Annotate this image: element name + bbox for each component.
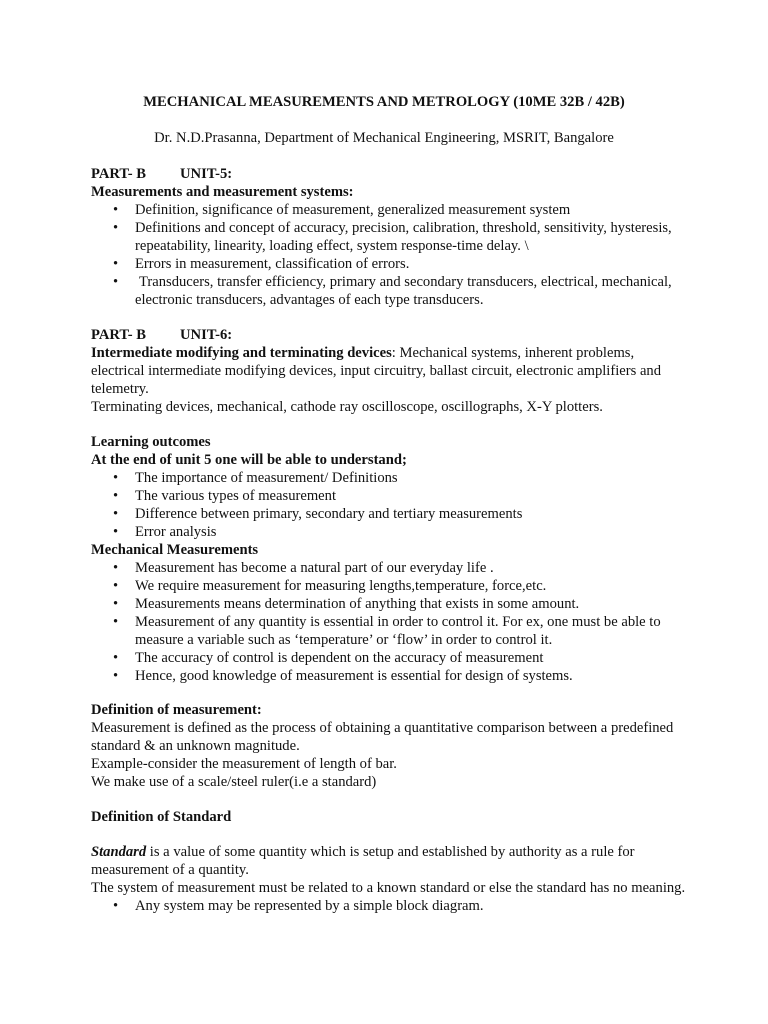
learning-heading: Learning outcomes [91, 434, 211, 450]
author-line: Dr. N.D.Prasanna, Department of Mechanical Engineering, MSRIT, Bangalore [154, 130, 614, 146]
bullet-icon: • [113, 650, 119, 666]
learning-section [91, 433, 691, 685]
standard-paragraph [91, 843, 691, 879]
bullet-icon: • [113, 506, 119, 522]
bullet-icon: • [113, 202, 119, 218]
learning-list [91, 469, 691, 541]
standard-list [91, 897, 691, 915]
unit6-section [91, 326, 691, 416]
bullet-icon: • [113, 274, 119, 290]
unit5-heading: Measurements and measurement systems: [91, 184, 354, 200]
list-item: • Measurement of any quantity is essential in order to control it. For ex, one must be able to measure a variable such as ‘temperature’ or ‘flow’ in order to control it. [113, 614, 661, 648]
unit5-part-label: PART- B [91, 166, 147, 182]
document-title: MECHANICAL MEASUREMENTS AND METROLOGY (10ME 32B / 42B) [143, 94, 625, 110]
unit6-heading: Intermediate modifying and terminating devices [91, 345, 392, 361]
definition-heading: Definition of measurement: [91, 702, 262, 718]
bullet-icon: • [113, 220, 119, 236]
unit6-text: : Mechanical systems, inherent problems, electrical intermediate modifying devices, input circuitry, ballast circuit, electronic amplifiers and telemetry. [91, 345, 662, 397]
list-item: • Transducers, transfer efficiency, primary and secondary transducers, electrical, mechanical, electronic transducers, advantages of each type transducers. [113, 274, 672, 308]
standard-term: Standard [91, 844, 147, 860]
mechanical-list [91, 559, 691, 685]
list-item: • The importance of measurement/ Definitions [113, 470, 398, 486]
list-item: • The accuracy of control is dependent on the accuracy of measurement [113, 650, 544, 666]
standard-heading-block [91, 808, 691, 826]
bullet-icon: • [113, 560, 119, 576]
bullet-icon: • [113, 470, 119, 486]
unit6-paragraph [91, 344, 691, 398]
unit5-list [91, 201, 691, 309]
definition-line3: We make use of a scale/steel ruler(i.e a standard) [91, 774, 377, 790]
standard-section [91, 843, 691, 915]
list-item: • Measurement has become a natural part of our everyday life . [113, 560, 494, 576]
unit5-part-line [91, 165, 691, 183]
list-item: • Error analysis [113, 524, 217, 540]
bullet-icon: • [113, 488, 119, 504]
bullet-icon: • [113, 898, 119, 914]
list-item: • We require measurement for measuring lengths,temperature, force,etc. [113, 578, 547, 594]
list-item: • The various types of measurement [113, 488, 337, 504]
definition-line2: Example-consider the measurement of length of bar. [91, 756, 397, 772]
unit6-text2: Terminating devices, mechanical, cathode ray oscilloscope, oscillographs, X-Y plotters. [91, 399, 603, 415]
standard-text: is a value of some quantity which is setup and established by authority as a rule for measurement of a quantity. [91, 844, 635, 878]
standard-heading: Definition of Standard [91, 809, 232, 825]
bullet-icon: • [113, 578, 119, 594]
mechanical-heading: Mechanical Measurements [91, 542, 259, 558]
standard-text2: The system of measurement must be related to a known standard or else the standard has no meaning. [91, 880, 686, 896]
learning-subheading: At the end of unit 5 one will be able to understand; [91, 452, 407, 468]
unit6-unit-label: UNIT-6: [180, 327, 233, 343]
bullet-icon: • [113, 596, 119, 612]
list-item: • Any system may be represented by a simple block diagram. [113, 898, 484, 914]
list-item: • Measurements means determination of anything that exists in some amount. [113, 596, 580, 612]
unit6-part-label: PART- B [91, 327, 147, 343]
list-item: • Errors in measurement, classification of errors. [113, 256, 410, 272]
bullet-icon: • [113, 668, 119, 684]
bullet-icon: • [113, 524, 119, 540]
bullet-icon: • [113, 614, 119, 630]
list-item: • Definitions and concept of accuracy, precision, calibration, threshold, sensitivity, hysteresis, repeatability, linearity, loading effect, system response-time delay. \ [113, 220, 672, 254]
bullet-icon: • [113, 256, 119, 272]
definition-section [91, 701, 691, 791]
definition-line1: Measurement is defined as the process of obtaining a quantitative comparison between a predefined standard & an unknown magnitude. [91, 720, 674, 754]
list-item: • Definition, significance of measurement, generalized measurement system [113, 202, 571, 218]
unit5-section [91, 165, 691, 309]
unit5-unit-label: UNIT-5: [180, 166, 233, 182]
list-item: • Difference between primary, secondary and tertiary measurements [113, 506, 523, 522]
unit6-part-line [91, 326, 691, 344]
list-item: • Hence, good knowledge of measurement is essential for design of systems. [113, 668, 573, 684]
